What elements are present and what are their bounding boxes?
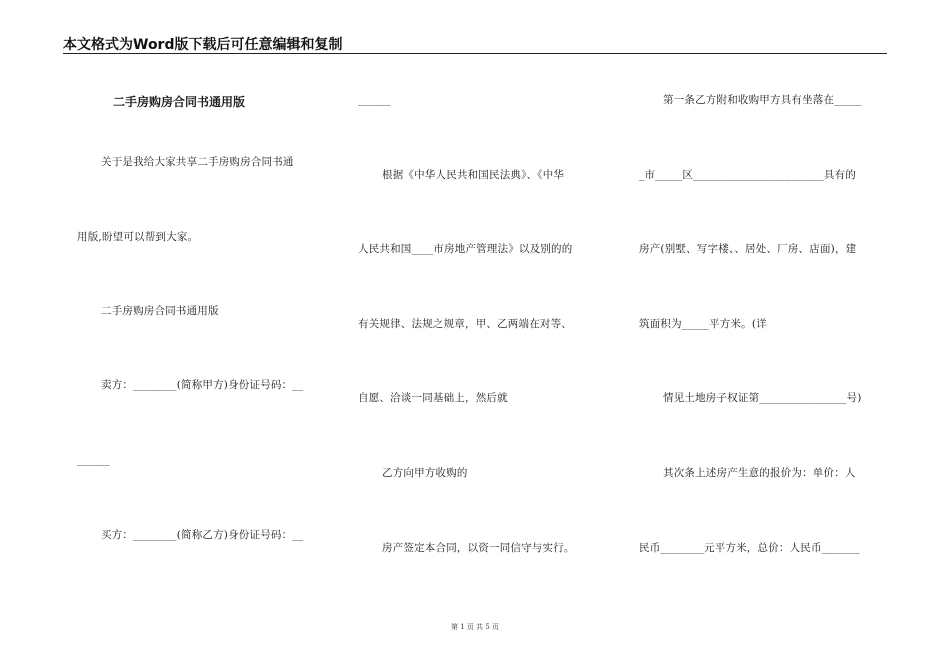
page-number: 第 1 页 共 5 页 (450, 623, 500, 631)
col2-line-5: 自愿、洽谈一同基础上，然后就 (358, 392, 508, 404)
clause-1-line-5: 情见土地房子权证第________________号) (663, 392, 862, 404)
clause-1-line-2: _市_____区________________________具有的 (639, 169, 856, 181)
col2-line-1: ______ (358, 94, 391, 106)
col2-line-4: 有关规律、法规之规章，甲、乙两端在对等、 (358, 318, 572, 330)
col1-line-1: 关于是我给大家共享二手房购房合同书通 (101, 156, 294, 168)
col2-line-6: 乙方向甲方收购的 (382, 467, 468, 479)
clause-1-line-4: 筑面积为_____平方米。(详 (639, 318, 767, 330)
col1-line-3: 二手房购房合同书通用版 (101, 305, 219, 317)
clause-2-line-2: 民币________元平方米，总价：人民币_______ (639, 542, 860, 554)
clause-2-line-1: 其次条上述房产生意的报价为：单价：人 (663, 467, 856, 479)
download-note-header: 本文格式为Word版下载后可任意编辑和复制 (63, 37, 343, 53)
clause-1-line-3: 房产(别墅、写字楼、、居处、厂房、店面)，建 (639, 243, 857, 255)
col1-line-2: 用版,盼望可以帮到大家。 (77, 231, 199, 243)
col2-line-2: 根据《中华人民共和国民法典》、《中华 (382, 169, 565, 181)
seller-line: 卖方：________(简称甲方)身份证号码：__ (101, 379, 304, 391)
clause-1-line-1: 第一条乙方附和收购甲方具有坐落在_____ (663, 94, 862, 106)
col2-line-3: 人民共和国____市房地产管理法》以及别的的 (358, 243, 573, 255)
header-divider (63, 53, 887, 54)
seller-id-continuation: ______ (77, 454, 110, 466)
buyer-line: 买方：________(简称乙方)身份证号码：__ (101, 529, 304, 541)
col2-line-7: 房产签定本合同，以资一同信守与实行。 (382, 542, 575, 554)
document-title: 二手房购房合同书通用版 (113, 95, 246, 109)
